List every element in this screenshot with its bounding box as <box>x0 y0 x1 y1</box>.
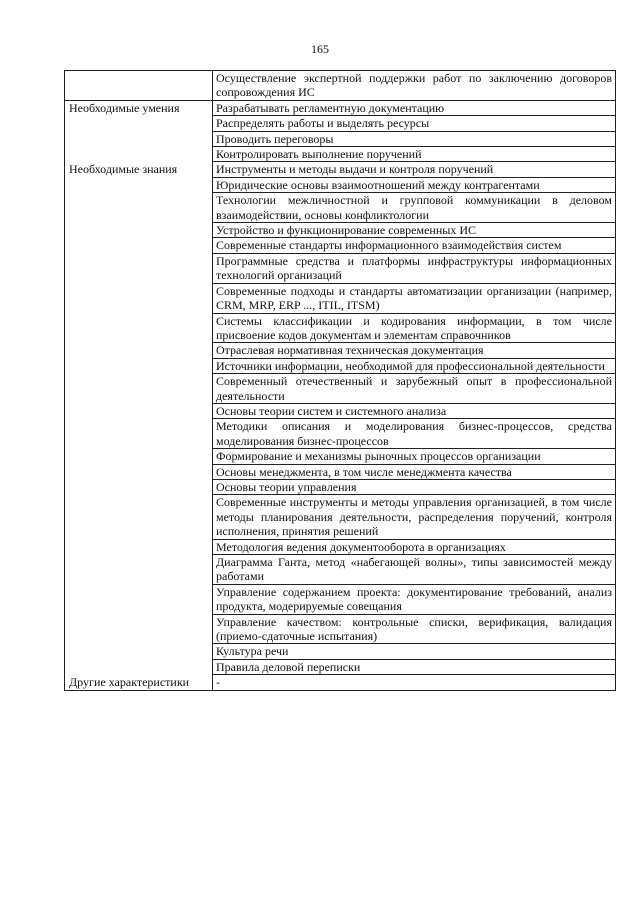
row-value: Юридические основы взаимоотношений между контрагентами <box>213 177 616 192</box>
row-value: Устройство и функционирование современных ИС <box>213 223 616 238</box>
row-value: Культура речи <box>213 644 616 659</box>
row-value: Проводить переговоры <box>213 131 616 146</box>
row-value: Отраслевая нормативная техническая документация <box>213 343 616 358</box>
row-value: Правила деловой переписки <box>213 659 616 674</box>
row-label: Необходимые знания <box>65 162 213 675</box>
row-value: Современные инструменты и методы управления организацией, в том числе методы планирования деятельности, распределения поручений, контроля исполнения, принятия решений <box>213 495 616 539</box>
row-value: Современный отечественный и зарубежный опыт в профессиональной деятельности <box>213 374 616 404</box>
table-body <box>65 71 616 691</box>
row-value: Осуществление экспертной поддержки работ по заключению договоров сопровождения ИС <box>213 71 616 101</box>
row-value: Разрабатывать регламентную документацию <box>213 100 616 115</box>
row-label <box>65 71 213 101</box>
row-value: Инструменты и методы выдачи и контроля поручений <box>213 162 616 177</box>
row-label: Другие характеристики <box>65 675 213 690</box>
row-label: Необходимые умения <box>65 100 213 162</box>
table-row <box>65 162 616 177</box>
row-value: Контролировать выполнение поручений <box>213 147 616 162</box>
row-value: Современные стандарты информационного взаимодействия систем <box>213 238 616 253</box>
row-value: Распределять работы и выделять ресурсы <box>213 116 616 131</box>
row-value: Системы классификации и кодирования информации, в том числе присвоение кодов документам и элементам справочников <box>213 313 616 343</box>
row-value: Источники информации, необходимой для профессиональной деятельности <box>213 358 616 373</box>
row-value: Основы менеджмента, в том числе менеджмента качества <box>213 464 616 479</box>
characteristics-table <box>64 70 616 691</box>
row-value: Программные средства и платформы инфраструктуры информационных технологий организаций <box>213 253 616 283</box>
table-row <box>65 675 616 690</box>
row-value: - <box>213 675 616 690</box>
row-value: Технологии межличностной и групповой коммуникации в деловом взаимодействии, основы конфликтологии <box>213 193 616 223</box>
row-value: Управление содержанием проекта: документирование требований, анализ продукта, модерируемые совещания <box>213 584 616 614</box>
page-number: 165 <box>311 42 329 56</box>
row-value: Основы теории систем и системного анализа <box>213 403 616 418</box>
table-row <box>65 71 616 101</box>
table-row <box>65 100 616 115</box>
row-value: Основы теории управления <box>213 479 616 494</box>
row-value: Формирование и механизмы рыночных процессов организации <box>213 449 616 464</box>
row-value: Методология ведения документооборота в организациях <box>213 539 616 554</box>
row-value: Методики описания и моделирования бизнес-процессов, средства моделирования бизнес-процессов <box>213 419 616 449</box>
row-value: Современные подходы и стандарты автоматизации организации (например, CRM, MRP, ERP ..., ITIL, ITSM) <box>213 283 616 313</box>
row-value: Диаграмма Ганта, метод «набегающей волны», типы зависимостей между работами <box>213 555 616 585</box>
row-value: Управление качеством: контрольные списки, верификация, валидация (приемо-сдаточные испытания) <box>213 614 616 644</box>
